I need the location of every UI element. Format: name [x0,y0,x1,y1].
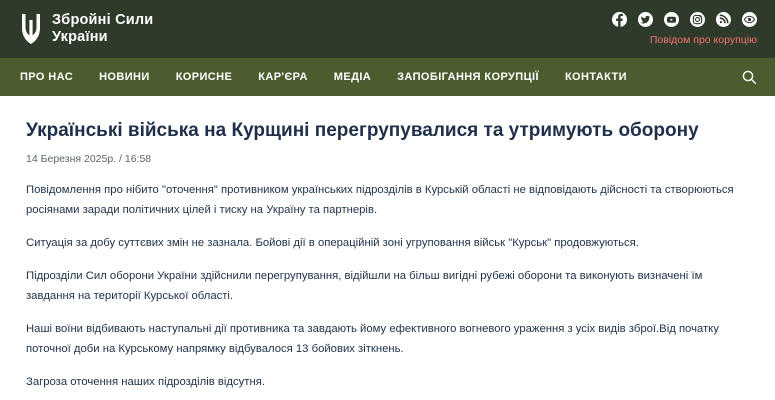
eye-icon[interactable] [742,12,757,27]
nav-item-anticorruption[interactable]: ЗАПОБІГАННЯ КОРУПЦІЇ [397,71,539,83]
trident-icon [20,12,42,46]
nav-item-news[interactable]: НОВИНИ [99,71,150,83]
twitter-icon[interactable] [638,12,653,27]
article-paragraph: Загроза оточення наших підрозділів відсутня. [26,376,265,389]
rss-icon[interactable] [716,12,731,27]
article-paragraph: Повідомлення про нібито "оточення" противником українських підрозділів в Курській області не відповідають дійсності та створюються росіянами заради політичних цілей і тиску на Україну та партнерів. [26,184,734,216]
nav-item-media[interactable]: МЕДІА [333,71,372,83]
social-links [612,12,757,27]
report-corruption-link[interactable]: Повідом про корупцію [649,34,757,46]
article-date: 14 Березня 2025р. / 16:58 [26,153,152,166]
search-icon[interactable] [741,69,757,85]
site-brand[interactable] [20,12,153,46]
nav-item-contacts[interactable]: КОНТАКТИ [564,71,627,83]
article-paragraph: Наші воїни відбивають наступальні дії противника та завдають йому ефективного вогневого ураження з усіх видів зброї.Від початку поточної доби на Курському напрямку відбувалося 13 бойових зіткнень. [26,323,719,355]
nav-item-career[interactable]: КАР'ЄРА [258,71,308,83]
site-header [0,0,775,58]
header-right [612,12,757,46]
main-navigation [0,58,775,96]
brand-text [52,12,153,45]
article-paragraph: Ситуація за добу суттєвих змін не зазнала. Бойові дії в операційній зоні угруповання військ "Курськ" продовжуються. [26,236,639,249]
article-body [26,181,749,392]
page-title: Українські війська на Курщині перегрупувалися та утримують оборону [26,120,699,141]
nav-item-about[interactable]: ПРО НАС [20,71,74,83]
article [0,96,775,392]
nav-item-useful[interactable]: КОРИСНЕ [175,71,233,83]
brand-line-1: Збройні Сили [52,12,154,29]
nav-items [20,71,627,83]
article-paragraph: Підрозділи Сил оборони України здійснили перегрупування, відійшли на більш вигідні рубежі оборони та виконують визначені їм завдання на території Курської області. [26,270,703,302]
youtube-icon[interactable] [664,12,679,27]
instagram-icon[interactable] [690,12,705,27]
facebook-icon[interactable] [612,12,627,27]
brand-line-2: України [52,29,108,45]
